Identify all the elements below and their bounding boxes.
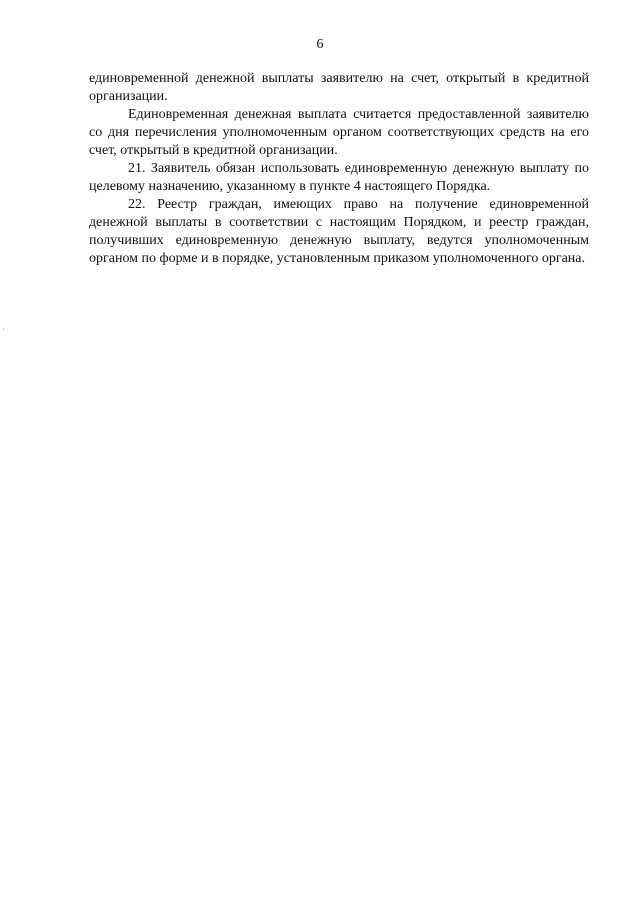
document-body xyxy=(89,70,589,268)
paragraph-continuation: единовременной денежной выплаты заявителю на счет, открытый в кредитной организации. xyxy=(89,71,589,104)
paragraph-22: 22. Реестр граждан, имеющих право на получение единовременной денежной выплаты в соответствии с настоящим Порядком, и реестр граждан, получивших единовременную денежную выплату, ведутся уполномоченным органом по форме и в порядке, установленным приказом уполномоченного органа. xyxy=(89,197,589,266)
page-number: 6 xyxy=(316,37,324,52)
paragraph-payment-provided: Единовременная денежная выплата считается предоставленной заявителю со дня перечисления уполномоченным органом соответствующих средств на его счет, открытый в кредитной организации. xyxy=(89,107,589,158)
paragraph-21: 21. Заявитель обязан использовать единовременную денежную выплату по целевому назначению, указанному в пункте 4 настоящего Порядка. xyxy=(89,161,589,194)
scan-artifact xyxy=(3,328,4,330)
